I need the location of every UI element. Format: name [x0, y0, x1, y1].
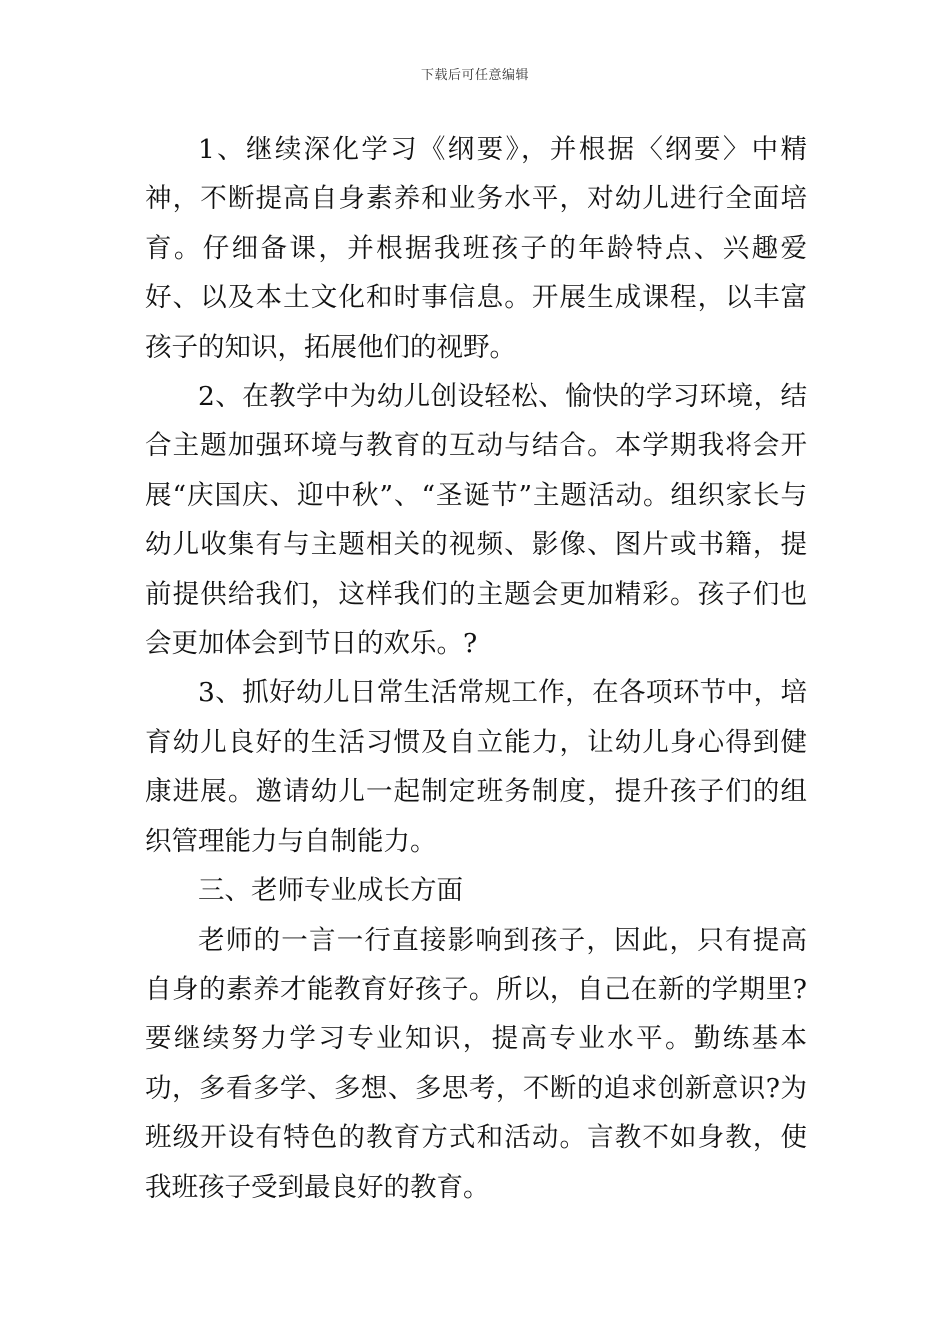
paragraph-item-3: 3、抓好幼儿日常生活常规工作，在各项环节中，培育幼儿良好的生活习惯及自立能力，让幼儿身心得到健康进展。邀请幼儿一起制定班务制度，提升孩子们的组织管理能力与自制能力。 [145, 677, 807, 857]
page-header: 下载后可任意编辑 [420, 68, 529, 83]
paragraph-item-1: 1、继续深化学习《纲要》，并根据〈纲要〉中精神，不断提高自身素养和业务水平，对幼儿进行全面培育。仔细备课，并根据我班孩子的年龄特点、兴趣爱好、以及本土文化和时事信息。开展生成课程，以丰富孩子的知识，拓展他们的视野。 [145, 134, 807, 363]
paragraph-teacher-growth: 老师的一言一行直接影响到孩子，因此，只有提高自身的素养才能教育好孩子。所以，自己在新的学期里?要继续努力学习专业知识，提高专业水平。勤练基本功，多看多学、多想、多思考，不断的追求创新意识?为班级开设有特色的教育方式和活动。言教不如身教，使我班孩子受到最良好的教育。 [145, 924, 807, 1203]
document-body [145, 125, 807, 1212]
paragraph-item-2: 2、在教学中为幼儿创设轻松、愉快的学习环境，结合主题加强环境与教育的互动与结合。本学期我将会开展“庆国庆、迎中秋”、“圣诞节”主题活动。组织家长与幼儿收集有与主题相关的视频、影像、图片或书籍，提前提供给我们，这样我们的主题会更加精彩。孩子们也会更加体会到节日的欢乐。? [145, 381, 807, 660]
section-heading: 三、老师专业成长方面 [198, 875, 463, 907]
